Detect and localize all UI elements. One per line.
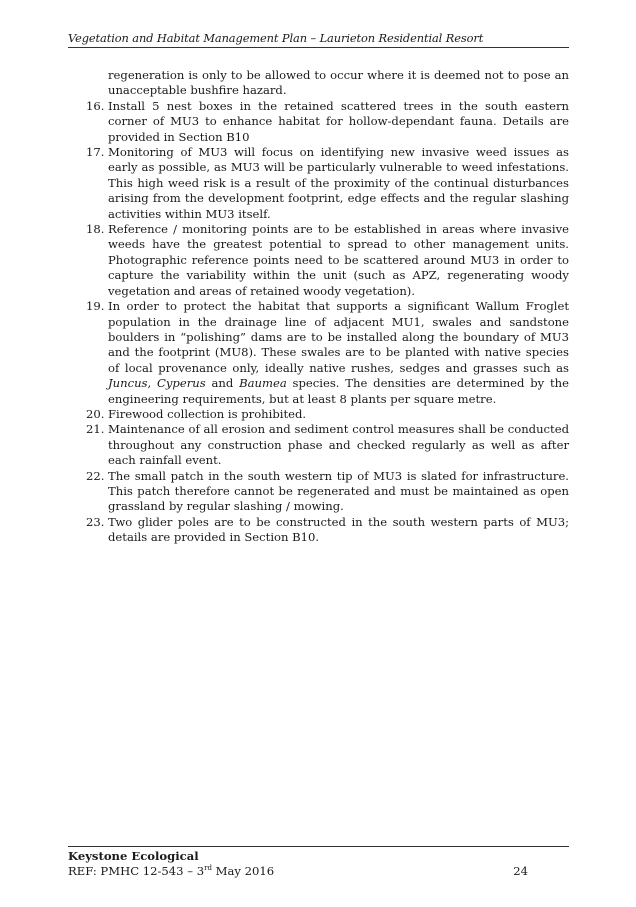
italic-text: Juncus xyxy=(108,376,148,391)
list-item-number: 23. xyxy=(86,514,105,529)
list-item-text: Maintenance of all erosion and sediment control measures shall be conducted throughout any construction phase and checked regularly as well as after each rainfall event. xyxy=(108,422,569,468)
list-item xyxy=(68,145,569,222)
document-body xyxy=(68,68,569,546)
footer-ref-suffix: May 2016 xyxy=(211,864,275,878)
list-item xyxy=(68,515,569,546)
header-divider xyxy=(68,47,569,48)
list-item-number: 18. xyxy=(86,222,105,237)
list-item-text: In order to protect the habitat that supports a significant Wallum Froglet population in the drainage line of adjacent MU1, swales and sandstone boulders in “polishing” dams are to be installed along the boundary of MU3 and the footprint (MU8). These swales are to be planted with native species of local provenance only, ideally native rushes, sedges and grasses such as xyxy=(108,299,569,375)
list-item-text: , xyxy=(147,376,157,391)
footer-reference xyxy=(68,864,274,878)
list-item-text: species. The densities are determined by the engineering requirements, but at least 8 plants per square metre. xyxy=(108,376,570,406)
italic-text: Cyperus xyxy=(157,376,206,391)
list-item-text: Reference / monitoring points are to be established in areas where invasive weeds have the greatest potential to spread to other management units. Photographic reference points need to be scattered around MU3 in order to capture the variability within the unit (such as APZ, regenerating woody vegetation and areas of retained woody vegetation). xyxy=(108,222,569,298)
list-item xyxy=(68,422,569,468)
list-item-number: 19. xyxy=(86,299,105,314)
italic-text: Baumea xyxy=(239,376,287,391)
numbered-list xyxy=(68,99,569,546)
continuation-paragraph: regeneration is only to be allowed to occur where it is deemed not to pose an unacceptable bushfire hazard. xyxy=(108,68,569,98)
list-item xyxy=(68,469,569,515)
list-item-number: 21. xyxy=(86,422,105,437)
list-item xyxy=(68,222,569,299)
list-item-text: Firewood collection is prohibited. xyxy=(108,406,307,421)
footer-divider xyxy=(68,846,569,847)
list-item-text: Two glider poles are to be constructed in the south western parts of MU3; details are provided in Section B10. xyxy=(108,514,569,545)
list-item xyxy=(68,299,569,407)
list-item-text: Install 5 nest boxes in the retained scattered trees in the south eastern corner of MU3 to enhance habitat for hollow-dependant fauna. Details are provided in Section B10 xyxy=(108,98,569,144)
list-item-number: 17. xyxy=(86,145,105,160)
list-item-text: and xyxy=(205,376,240,391)
footer-ref-superscript: rd xyxy=(204,864,212,873)
footer-ref-prefix: REF: PMHC 12-543 – 3 xyxy=(68,864,205,878)
list-item xyxy=(68,99,569,145)
list-item-number: 22. xyxy=(86,468,105,483)
page-number: 24 xyxy=(513,864,528,878)
list-item xyxy=(68,407,569,422)
page-header-title: Vegetation and Habitat Management Plan – Laurieton Residential Resort xyxy=(68,31,484,45)
list-item-number: 16. xyxy=(86,98,105,113)
footer-company-name: Keystone Ecological xyxy=(68,849,199,863)
list-item-text: Monitoring of MU3 will focus on identifying new invasive weed issues as early as possible, as MU3 will be particularly vulnerable to weed infestations. This high weed risk is a result of the proximity of the continual disturbances arising from the development footprint, edge effects and the regular slashing activities within MU3 itself. xyxy=(108,145,569,221)
list-item-text: The small patch in the south western tip of MU3 is slated for infrastructure. This patch therefore cannot be regenerated and must be maintained as open grassland by regular slashing / mowing. xyxy=(108,468,569,514)
list-item-number: 20. xyxy=(86,406,105,421)
